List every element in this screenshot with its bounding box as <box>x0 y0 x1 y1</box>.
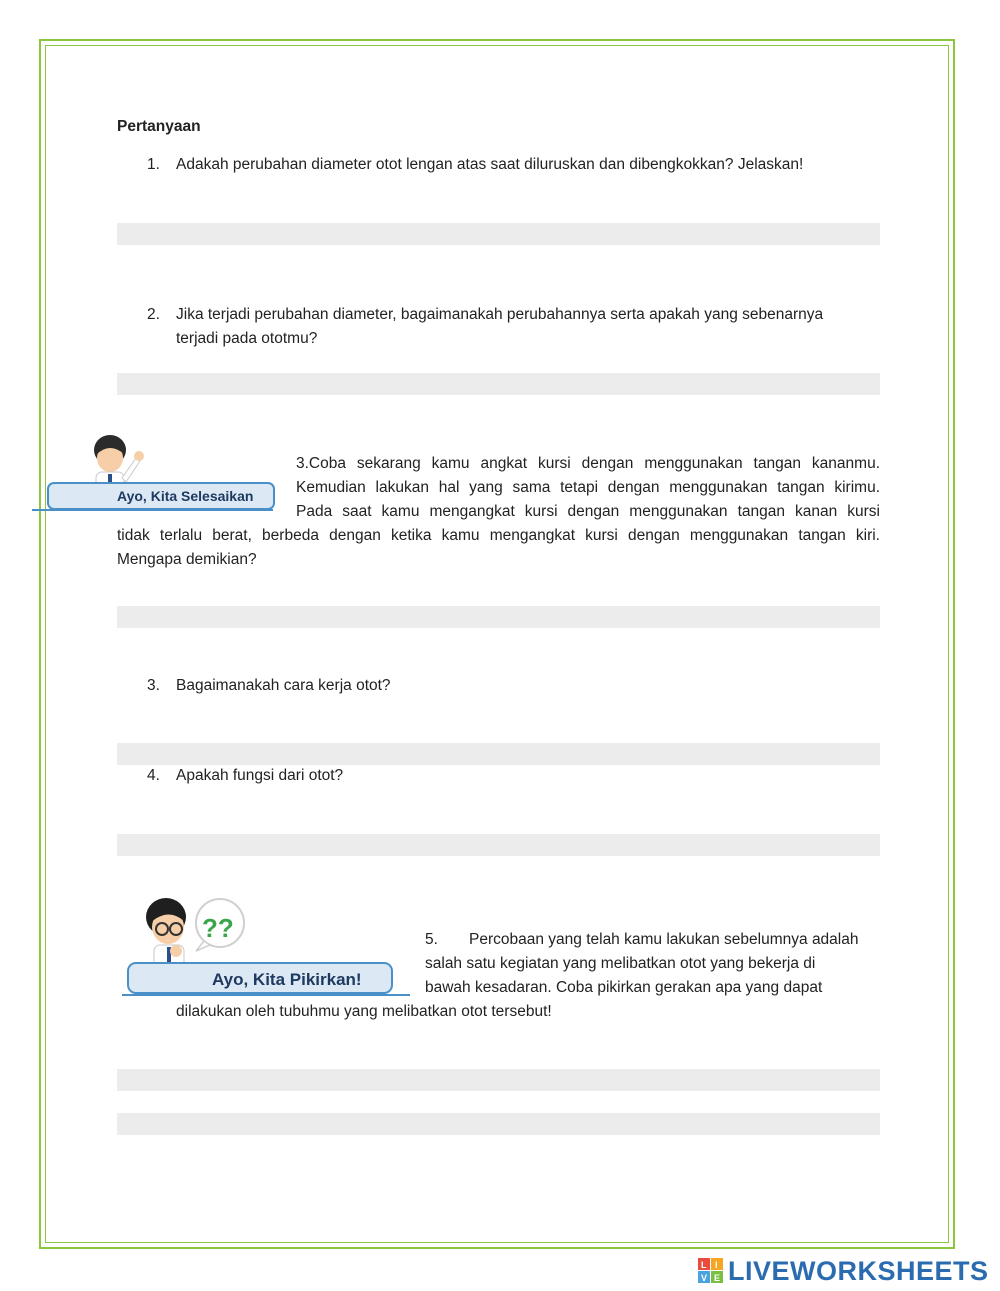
answer-field-5b[interactable] <box>117 1113 880 1135</box>
answer-field-3a[interactable] <box>117 606 880 628</box>
liveworksheets-logo <box>698 1256 989 1286</box>
badge-selesaikan-label: Ayo, Kita Selesaikan <box>117 488 254 504</box>
logo-text: LIVEWORKSHEETS <box>728 1255 989 1286</box>
answer-field-3b[interactable] <box>117 743 880 765</box>
logo-letter-l: L <box>701 1260 707 1270</box>
question-marks: ?? <box>202 913 234 943</box>
q5-text-line1: Percobaan yang telah kamu lakukan sebelumnya adalah <box>469 931 859 948</box>
q1-text: Adakah perubahan diameter otot lengan atas saat diluruskan dan dibengkokkan? Jelaskan! <box>176 156 804 173</box>
q2-text-line2: terjadi pada ototmu? <box>176 330 318 347</box>
badge-pikirkan-label: Ayo, Kita Pikirkan! <box>212 970 362 989</box>
q5-text-line2: salah satu kegiatan yang melibatkan otot yang bekerja di <box>425 955 816 972</box>
q5-number: 5. <box>425 931 438 948</box>
answer-field-5a[interactable] <box>117 1069 880 1091</box>
thinking-student-icon <box>146 898 186 971</box>
ayo-kita-pikirkan-badge <box>118 893 414 1001</box>
q4-text: Apakah fungsi dari otot? <box>176 767 344 784</box>
q3a-text-line2: Kemudian lakukan hal yang sama tetapi dengan menggunakan tangan kirimu. <box>296 479 880 496</box>
live-blocks-icon <box>698 1258 724 1284</box>
q4-number: 4. <box>147 767 160 784</box>
q2-text-line1: Jika terjadi perubahan diameter, bagaimanakah perubahannya serta apakah yang sebenarnya <box>176 306 824 323</box>
q5-text-line3: bawah kesadaran. Coba pikirkan gerakan apa yang dapat <box>425 979 823 996</box>
q5-text-line4: dilakukan oleh tubuhmu yang melibatkan otot tersebut! <box>176 1003 552 1020</box>
q3a-text-line3: Pada saat kamu mengangkat kursi dengan menggunakan tangan kanan kursi <box>296 503 880 520</box>
answer-field-4[interactable] <box>117 834 880 856</box>
q3b-number: 3. <box>147 677 160 694</box>
question-bubble-icon <box>196 899 244 951</box>
q3b-text: Bagaimanakah cara kerja otot? <box>176 677 391 694</box>
q3a-text-line4: tidak terlalu berat, berbeda dengan ketika kamu mengangkat kursi dengan menggunakan tangan kiri. <box>117 527 880 544</box>
logo-letter-e: E <box>714 1273 721 1283</box>
q3a-text-line5: Mengapa demikian? <box>117 551 257 568</box>
ayo-kita-selesaikan-badge <box>28 428 290 518</box>
logo-letter-v: V <box>701 1273 708 1283</box>
q2-number: 2. <box>147 306 160 323</box>
answer-field-2[interactable] <box>117 373 880 395</box>
logo-letter-i: I <box>715 1260 718 1270</box>
q3a-text-line1: 3.Coba sekarang kamu angkat kursi dengan menggunakan tangan kananmu. <box>296 455 880 472</box>
q1-number: 1. <box>147 156 160 173</box>
answer-field-1[interactable] <box>117 223 880 245</box>
section-heading: Pertanyaan <box>117 118 201 135</box>
